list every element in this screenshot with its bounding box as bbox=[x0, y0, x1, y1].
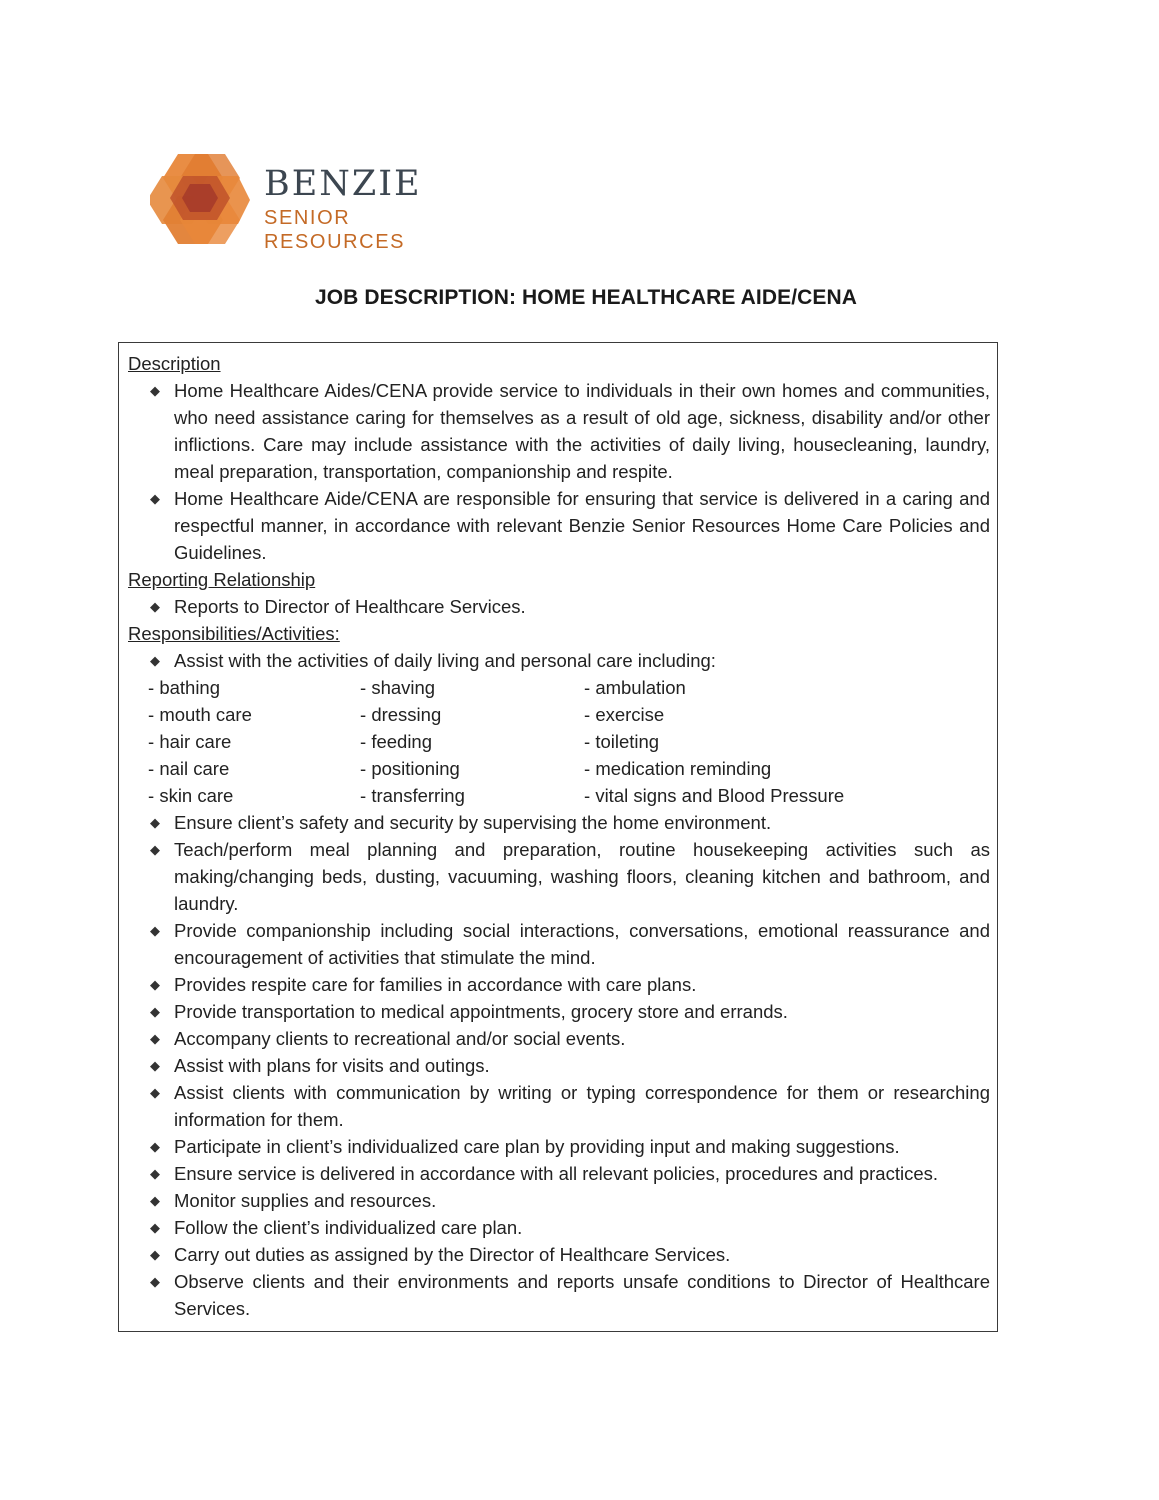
list-item: ◆ Teach/perform meal planning and preparation, routine housekeeping activities such as making/changing beds, dusting, vacuuming, washing floors, cleaning kitchen and bathroom, and laundry. bbox=[128, 836, 990, 917]
care-item: - skin care bbox=[148, 782, 360, 809]
description-heading: Description bbox=[128, 353, 221, 374]
care-item: - ambulation bbox=[584, 674, 904, 701]
logo-name: BENZIE bbox=[264, 164, 422, 204]
reporting-heading: Reporting Relationship bbox=[128, 569, 316, 590]
list-item: ◆ Home Healthcare Aide/CENA are responsible for ensuring that service is delivered in a caring and respectful manner, in accordance with relevant Benzie Senior Resources Home Care Policies and Guidelines. bbox=[128, 485, 990, 566]
list-item: ◆ Carry out duties as assigned by the Director of Healthcare Services. bbox=[128, 1241, 990, 1268]
list-item: ◆ Assist with plans for visits and outings. bbox=[128, 1052, 990, 1079]
list-item: ◆ Follow the client’s individualized care plan. bbox=[128, 1214, 990, 1241]
logo-subtitle: SENIOR RESOURCES bbox=[264, 207, 406, 253]
list-item: ◆ Accompany clients to recreational and/or social events. bbox=[128, 1025, 990, 1052]
hexagon-cluster-icon bbox=[150, 152, 250, 244]
responsibilities-list bbox=[128, 809, 990, 1322]
list-item: ◆ Monitor supplies and resources. bbox=[128, 1187, 990, 1214]
care-item: - toileting bbox=[584, 728, 904, 755]
list-item: ◆ Assist clients with communication by writing or typing correspondence for them or researching information for them. bbox=[128, 1079, 990, 1133]
care-item: - dressing bbox=[360, 701, 584, 728]
care-item: - mouth care bbox=[148, 701, 360, 728]
responsibilities-heading: Responsibilities/Activities: bbox=[128, 623, 340, 644]
care-items-grid bbox=[128, 674, 990, 809]
benzie-logo bbox=[150, 152, 490, 253]
care-item: - medication reminding bbox=[584, 755, 904, 782]
care-item: - bathing bbox=[148, 674, 360, 701]
responsibilities-intro-list bbox=[128, 647, 990, 674]
list-item: ◆ Assist with the activities of daily living and personal care including: bbox=[128, 647, 990, 674]
description-list bbox=[128, 377, 990, 566]
care-item: - hair care bbox=[148, 728, 360, 755]
job-content bbox=[128, 350, 990, 1322]
list-item: ◆ Observe clients and their environments and reports unsafe conditions to Director of Healthcare Services. bbox=[128, 1268, 990, 1322]
list-item: ◆ Participate in client’s individualized care plan by providing input and making suggestions. bbox=[128, 1133, 990, 1160]
list-item: ◆ Reports to Director of Healthcare Services. bbox=[128, 593, 990, 620]
list-item: ◆ Provides respite care for families in accordance with care plans. bbox=[128, 971, 990, 998]
care-item: - exercise bbox=[584, 701, 904, 728]
logo-wordmark bbox=[264, 166, 490, 254]
list-item: ◆ Ensure client’s safety and security by supervising the home environment. bbox=[128, 809, 990, 836]
care-item: - nail care bbox=[148, 755, 360, 782]
care-item: - vital signs and Blood Pressure bbox=[584, 782, 904, 809]
list-item: ◆ Provide transportation to medical appointments, grocery store and errands. bbox=[128, 998, 990, 1025]
list-item: ◆ Provide companionship including social interactions, conversations, emotional reassurance and encouragement of activities that stimulate the mind. bbox=[128, 917, 990, 971]
care-item: - shaving bbox=[360, 674, 584, 701]
care-item: - positioning bbox=[360, 755, 584, 782]
reporting-list bbox=[128, 593, 990, 620]
care-item: - feeding bbox=[360, 728, 584, 755]
page-title: JOB DESCRIPTION: HOME HEALTHCARE AIDE/CENA bbox=[314, 286, 858, 309]
care-item: - transferring bbox=[360, 782, 584, 809]
list-item: ◆ Home Healthcare Aides/CENA provide service to individuals in their own homes and communities, who need assistance caring for themselves as a result of old age, sickness, disability and/or other inflictions. Care may include assistance with the activities of daily living, housecleaning, laundry, meal preparation, transportation, companionship and respite. bbox=[128, 377, 990, 485]
list-item: ◆ Ensure service is delivered in accordance with all relevant policies, procedures and practices. bbox=[128, 1160, 990, 1187]
